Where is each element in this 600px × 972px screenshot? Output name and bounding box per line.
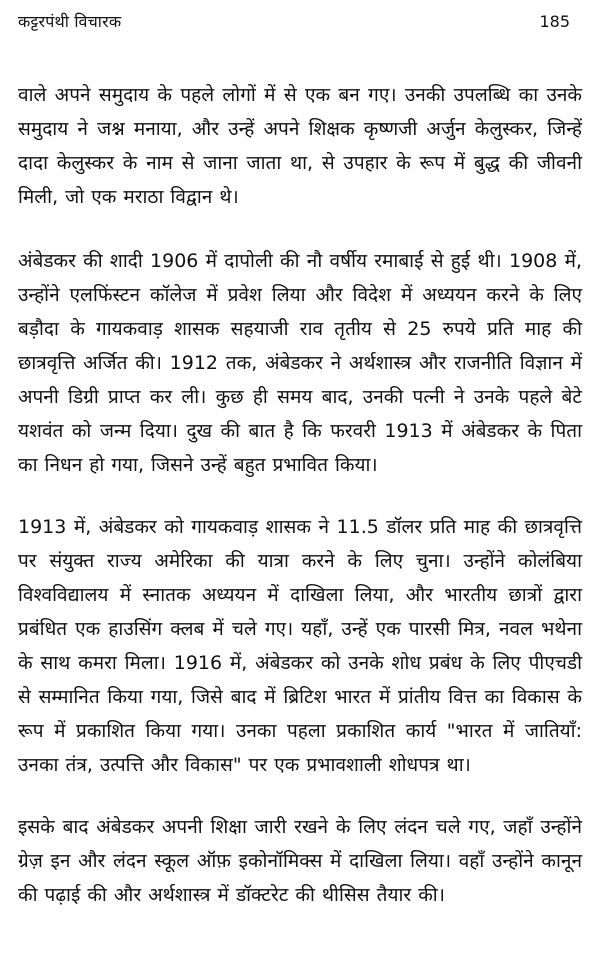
paragraph: वाले अपने समुदाय के पहले लोगों में से एक बन गए। उनकी उपलब्धि का उनके समुदाय ने जश्न मनाया, और उन्हें अपने शिक्षक कृष्णजी अर्जुन केलुस्कर, जिन्हें दादा केलुस्कर के नाम से जाना जाता था, से उपहार के रूप में बुद्ध की जीवनी मिली, जो एक मराठा विद्वान थे। (18, 84, 582, 208)
page-number: 185 (539, 12, 570, 31)
paragraph: अंबेडकर की शादी 1906 में दापोली की नौ वर्षीय रमाबाई से हुई थी। 1908 में, उन्होंने एलफिंस्टन कॉलेज में प्रवेश लिया और विदेश में अध्ययन करने के लिए बड़ौदा के गायकवाड़ शासक सहयाजी राव तृतीय से 25 रुपये प्रति माह की छात्रवृत्ति अर्जित की। 1912 तक, अंबेडकर ने अर्थशास्त्र और राजनीति विज्ञान में अपनी डिग्री प्राप्त कर ली। कुछ ही समय बाद, उनकी पत्नी ने उनके पहले बेटे यशवंत को जन्म दिया। दुख की बात है कि फरवरी 1913 में अंबेडकर के पिता का निधन हो गया, जिसने उन्हें बहुत प्रभावित किया। (18, 250, 582, 476)
body-text (18, 78, 582, 912)
paragraph: इसके बाद अंबेडकर अपनी शिक्षा जारी रखने के लिए लंदन चले गए, जहाँ उन्होंने ग्रेज़ इन और लंदन स्कूल ऑफ़ इकोनॉमिक्स में दाखिला लिया। वहाँ उन्होंने कानून की पढ़ाई की और अर्थशास्त्र में डॉक्टरेट की थीसिस तैयार की। (18, 816, 582, 906)
paragraph: 1913 में, अंबेडकर को गायकवाड़ शासक ने 11.5 डॉलर प्रति माह की छात्रवृत्ति पर संयुक्त राज्य अमेरिका की यात्रा करने के लिए चुना। उन्होंने कोलंबिया विश्वविद्यालय में स्नातक अध्ययन में दाखिला लिया, और भारतीय छात्रों द्वारा प्रबंधित एक हाउसिंग क्लब में चले गए। यहाँ, उन्हें एक पारसी मित्र, नवल भथेना के साथ कमरा मिला। 1916 में, अंबेडकर को उनके शोध प्रबंध के लिए पीएचडी से सम्मानित किया गया, जिसे बाद में ब्रिटिश भारत में प्रांतीय वित्त का विकास के रूप में प्रकाशित किया गया। उनका पहला प्रकाशित कार्य "भारत में जातियाँ: उनका तंत्र, उत्पत्ति और विकास" पर एक प्रभावशाली शोधपत्र था। (18, 516, 582, 776)
chapter-title: कट्टरपंथी विचारक (18, 12, 122, 31)
running-header (18, 10, 582, 38)
